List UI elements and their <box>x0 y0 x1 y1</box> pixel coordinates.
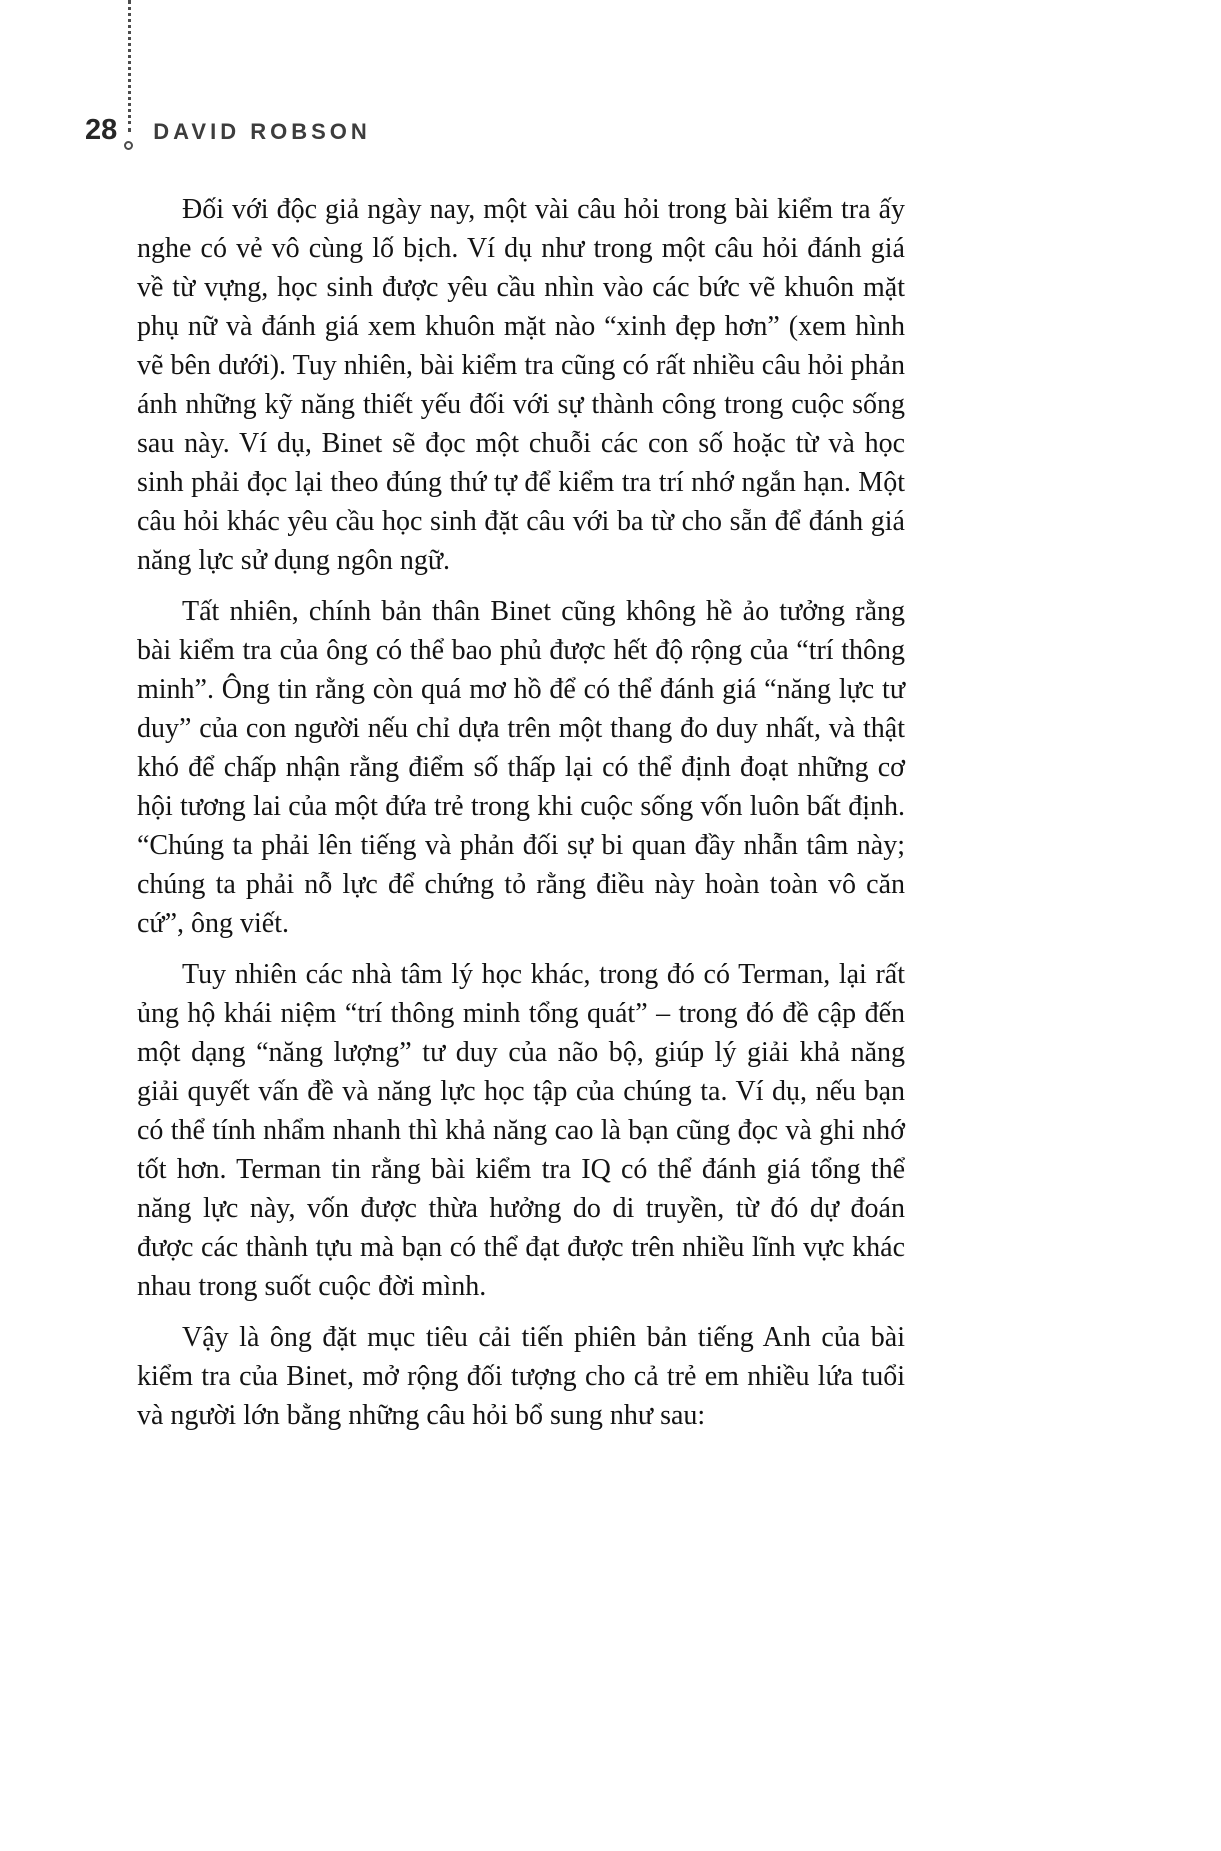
running-header <box>85 114 371 147</box>
body-paragraph: Tất nhiên, chính bản thân Binet cũng không hề ảo tưởng rằng bài kiểm tra của ông có thể bao phủ được hết độ rộng của “trí thông minh”. Ông tin rằng còn quá mơ hồ để có thể đánh giá “năng lực tư duy” của con người nếu chỉ dựa trên một thang đo duy nhất, và thật khó để chấp nhận rằng điểm số thấp lại có thể định đoạt những cơ hội tương lai của một đứa trẻ trong khi cuộc sống vốn luôn bất định. “Chúng ta phải lên tiếng và phản đối sự bi quan đầy nhẫn tâm này; chúng ta phải nỗ lực để chứng tỏ rằng điều này hoàn toàn vô căn cứ”, ông viết. <box>137 596 905 939</box>
running-header-author: DAVID ROBSON <box>153 119 371 144</box>
body-paragraph: Vậy là ông đặt mục tiêu cải tiến phiên bản tiếng Anh của bài kiểm tra của Binet, mở rộng đối tượng cho cả trẻ em nhiều lứa tuổi và người lớn bằng những câu hỏi bổ sung như sau: <box>137 1322 905 1431</box>
body-paragraph: Tuy nhiên các nhà tâm lý học khác, trong đó có Terman, lại rất ủng hộ khái niệm “trí thông minh tổng quát” – trong đó đề cập đến một dạng “năng lượng” tư duy của não bộ, giúp lý giải khả năng giải quyết vấn đề và năng lực học tập của chúng ta. Ví dụ, nếu bạn có thể tính nhẩm nhanh thì khả năng cao là bạn cũng đọc và ghi nhớ tốt hơn. Terman tin rằng bài kiểm tra IQ có thể đánh giá tổng thể năng lực này, vốn được thừa hưởng do di truyền, từ đó dự đoán được các thành tựu mà bạn có thể đạt được trên nhiều lĩnh vực khác nhau trong suốt cuộc đời mình. <box>137 959 905 1302</box>
page-number: 28 <box>85 114 118 146</box>
body-text <box>137 190 905 1435</box>
dotted-line-decoration <box>128 0 131 132</box>
body-paragraph: Đối với độc giả ngày nay, một vài câu hỏi trong bài kiểm tra ấy nghe có vẻ vô cùng lố bịch. Ví dụ như trong một câu hỏi đánh giá về từ vựng, học sinh được yêu cầu nhìn vào các bức vẽ khuôn mặt phụ nữ và đánh giá xem khuôn mặt nào “xinh đẹp hơn” (xem hình vẽ bên dưới). Tuy nhiên, bài kiểm tra cũng có rất nhiều câu hỏi phản ánh những kỹ năng thiết yếu đối với sự thành công trong cuộc sống sau này. Ví dụ, Binet sẽ đọc một chuỗi các con số hoặc từ và học sinh phải đọc lại theo đúng thứ tự để kiểm tra trí nhớ ngắn hạn. Một câu hỏi khác yêu cầu học sinh đặt câu với ba từ cho sẵn để đánh giá năng lực sử dụng ngôn ngữ. <box>137 194 905 576</box>
